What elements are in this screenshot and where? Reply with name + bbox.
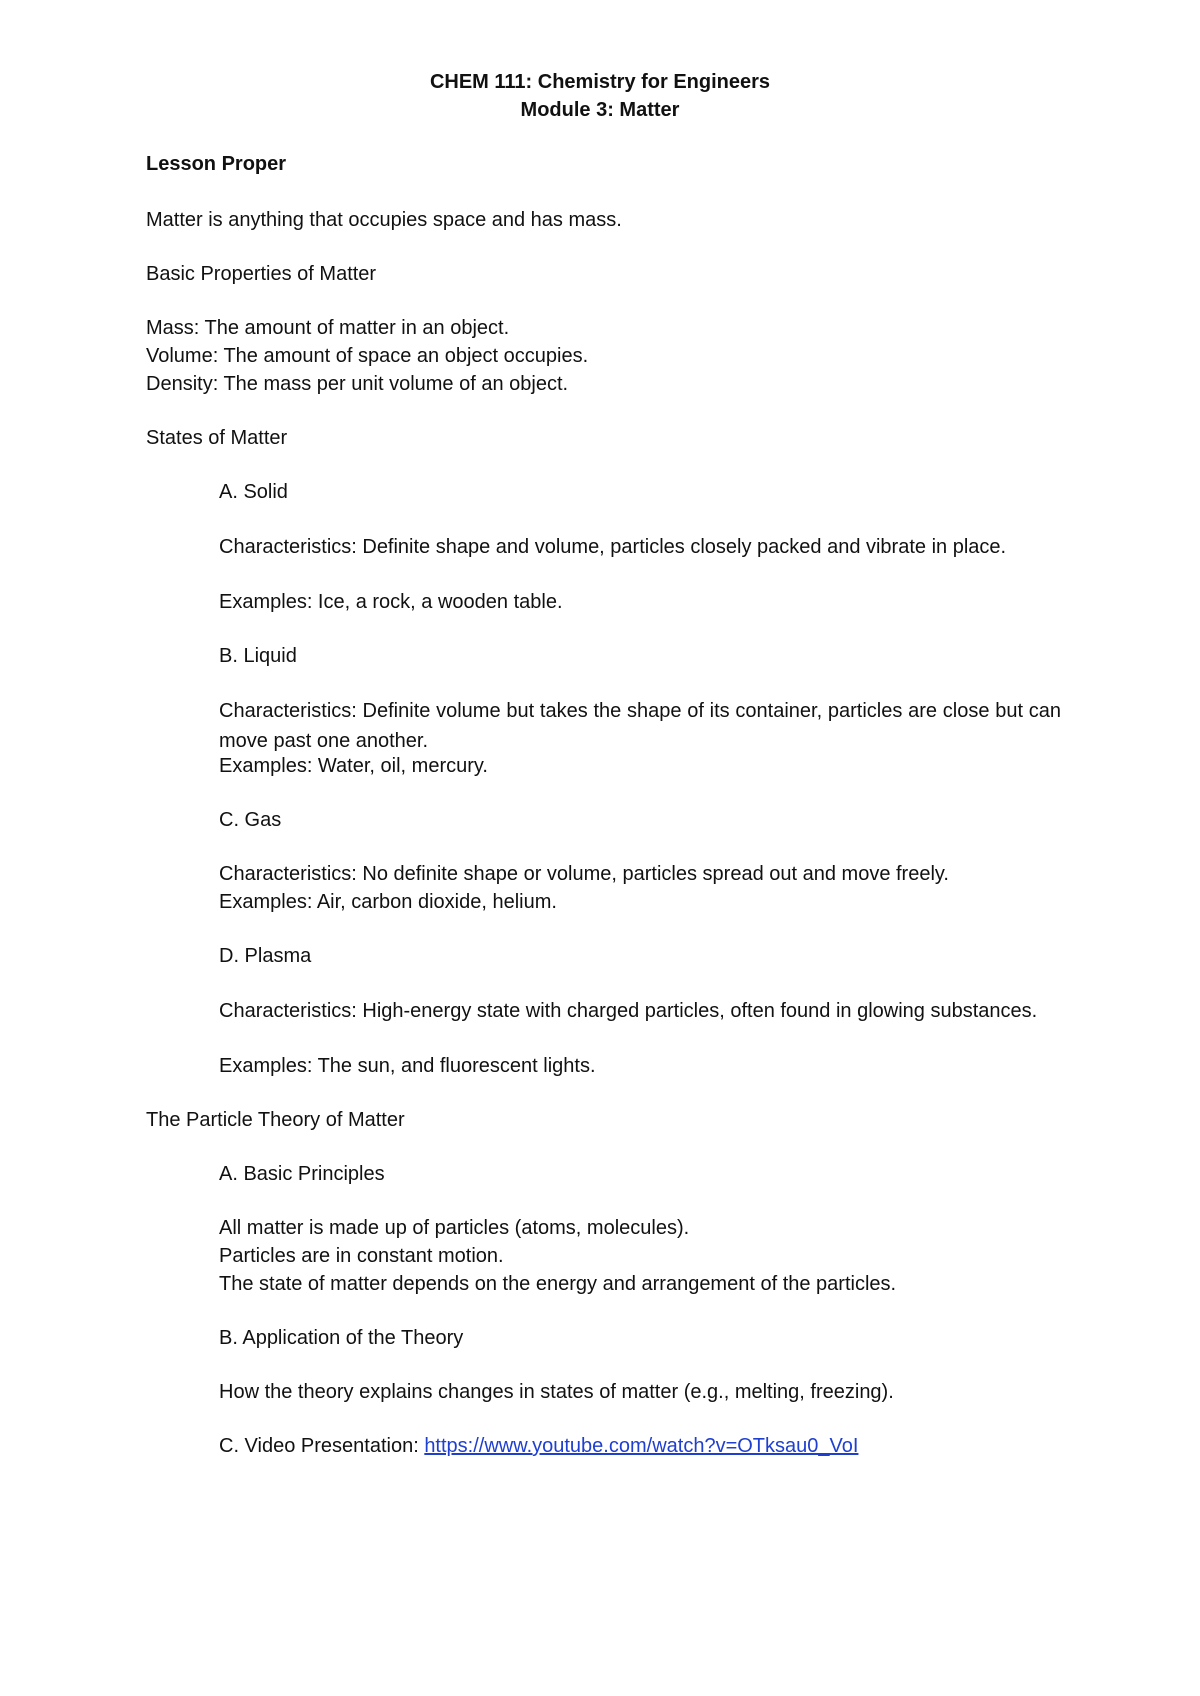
matter-definition: Matter is anything that occupies space and has mass.	[146, 209, 622, 231]
property-density: Density: The mass per unit volume of an object.	[146, 373, 569, 395]
course-title: CHEM 111: Chemistry for Engineers	[429, 71, 771, 93]
plasma-title: D. Plasma	[219, 945, 312, 967]
gas-examples: Examples: Air, carbon dioxide, helium.	[219, 891, 557, 913]
liquid-title: B. Liquid	[219, 645, 297, 667]
solid-title: A. Solid	[219, 481, 288, 503]
principle-item: All matter is made up of particles (atoms, molecules).	[219, 1217, 690, 1239]
basic-properties-heading: Basic Properties of Matter	[146, 263, 377, 285]
particle-theory-heading: The Particle Theory of Matter	[146, 1109, 405, 1131]
solid-characteristics: Characteristics: Definite shape and volume, particles closely packed and vibrate in place.	[219, 536, 1007, 558]
application-title: B. Application of the Theory	[219, 1327, 464, 1349]
liquid-characteristics: Characteristics: Definite volume but takes the shape of its container, particles are close but can move past one another.	[219, 700, 1061, 752]
liquid-examples: Examples: Water, oil, mercury.	[219, 755, 488, 777]
basic-principles-title: A. Basic Principles	[219, 1163, 385, 1185]
principle-item: The state of matter depends on the energy and arrangement of the particles.	[219, 1273, 897, 1295]
video-link[interactable]: https://www.youtube.com/watch?v=OTksau0_VoI	[424, 1435, 859, 1457]
gas-title: C. Gas	[219, 809, 282, 831]
principle-item: Particles are in constant motion.	[219, 1245, 504, 1267]
video-label: C. Video Presentation:	[219, 1435, 425, 1457]
application-text: How the theory explains changes in states of matter (e.g., melting, freezing).	[219, 1381, 894, 1403]
property-mass: Mass: The amount of matter in an object.	[146, 317, 510, 339]
property-volume: Volume: The amount of space an object occupies.	[146, 345, 589, 367]
lesson-heading: Lesson Proper	[146, 153, 287, 175]
solid-examples: Examples: Ice, a rock, a wooden table.	[219, 591, 563, 613]
plasma-examples: Examples: The sun, and fluorescent lights.	[219, 1055, 596, 1077]
module-title: Module 3: Matter	[520, 99, 680, 121]
states-heading: States of Matter	[146, 427, 288, 449]
video-presentation-line	[219, 1432, 858, 1460]
gas-characteristics: Characteristics: No definite shape or volume, particles spread out and move freely.	[219, 863, 949, 885]
plasma-characteristics: Characteristics: High-energy state with charged particles, often found in glowing substances.	[219, 1000, 1038, 1022]
